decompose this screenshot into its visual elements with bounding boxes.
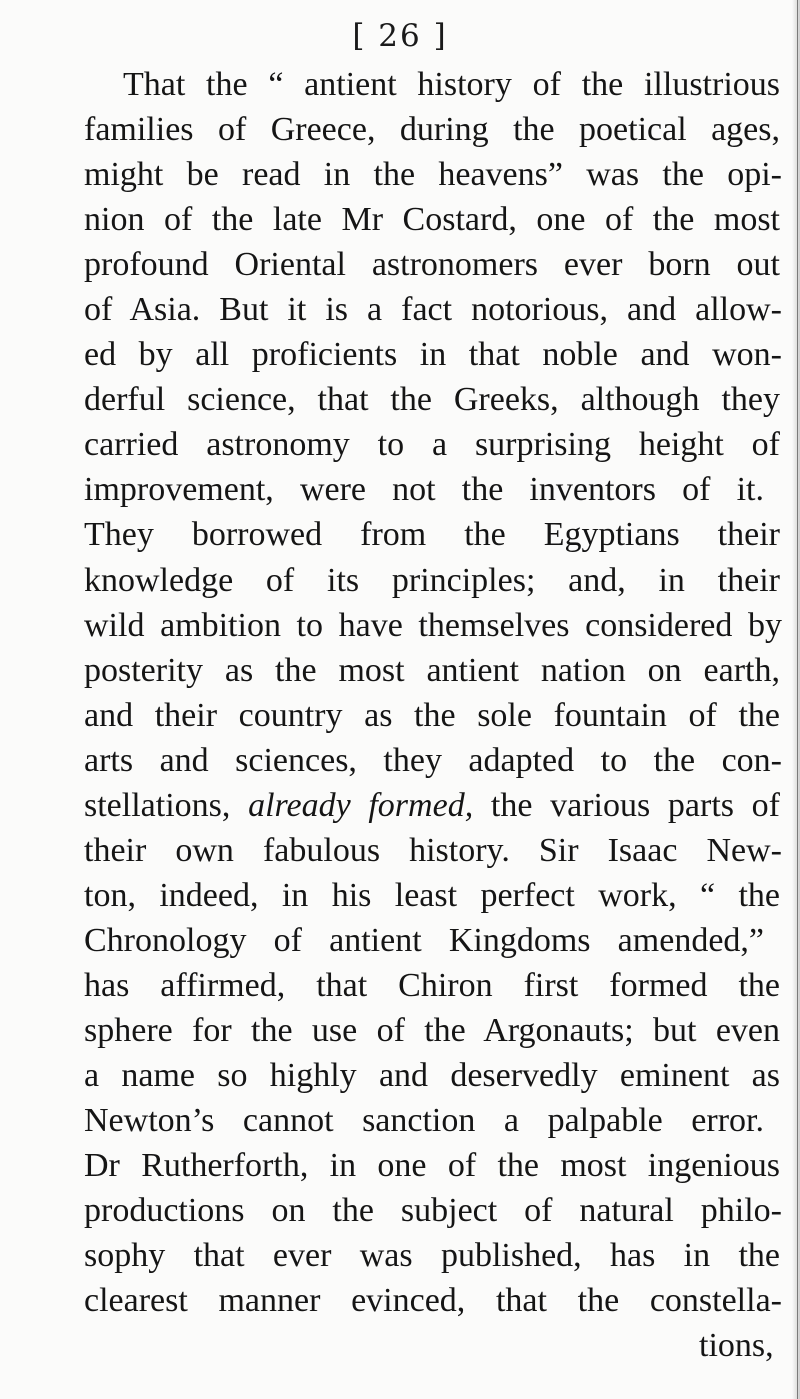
text-line — [0, 873, 800, 918]
line-text-part: stellations, — [84, 786, 249, 824]
text-line — [0, 332, 800, 377]
catchword: tions, — [699, 1327, 774, 1365]
line-text: has affirmed, that Chiron first formed the — [84, 966, 780, 1004]
line-text: That the “ antient history of the illustrious — [123, 66, 780, 103]
text-line — [0, 1098, 800, 1143]
text-line — [0, 783, 800, 828]
italic-phrase: already formed, — [248, 786, 474, 824]
text-line — [0, 467, 800, 512]
line-text: a name so highly and deservedly eminent as — [84, 1057, 780, 1095]
line-text: sophy that ever was published, has in the — [84, 1237, 780, 1275]
text-line — [0, 1233, 800, 1278]
line-text: They borrowed from the Egyptians their — [84, 516, 780, 554]
line-text-part: the various parts of — [473, 786, 781, 824]
line-text: might be read in the heavens” was the opi- — [84, 156, 782, 194]
text-line — [0, 1143, 800, 1188]
line-text: Dr Rutherforth, in one of the most ingenious — [84, 1147, 780, 1185]
text-line — [0, 963, 800, 1008]
text-line — [0, 1188, 800, 1233]
line-text: improvement, were not the inventors of it. — [84, 471, 764, 509]
line-text: Newton’s cannot sanction a palpable error. — [84, 1102, 764, 1140]
line-text: sphere for the use of the Argonauts; but even — [84, 1011, 780, 1049]
line-text-italic-phrase — [84, 783, 780, 828]
text-line — [0, 1323, 800, 1368]
text-line — [0, 1008, 800, 1053]
line-text: clearest manner evinced, that the constella- — [84, 1282, 782, 1320]
line-text: carried astronomy to a surprising height of — [84, 426, 780, 464]
line-text: wild ambition to have themselves considered by — [84, 606, 782, 644]
text-line — [0, 377, 800, 422]
body-text — [0, 62, 800, 1368]
line-text: productions on the subject of natural philo- — [84, 1192, 782, 1230]
text-line — [0, 422, 800, 467]
text-line — [0, 287, 800, 332]
text-line — [0, 197, 800, 242]
text-line — [0, 62, 800, 107]
line-text: derful science, that the Greeks, although they — [84, 381, 780, 419]
text-line — [0, 1053, 800, 1098]
line-text: of Asia. But it is a fact notorious, and allow- — [84, 291, 782, 329]
line-text: arts and sciences, they adapted to the con- — [84, 741, 782, 779]
text-line — [0, 1278, 800, 1323]
text-line — [0, 512, 800, 557]
line-text: ton, indeed, in his least perfect work, “ the — [84, 876, 780, 914]
line-text: ed by all proficients in that noble and won- — [84, 336, 782, 374]
line-text: posterity as the most antient nation on earth, — [84, 651, 780, 689]
text-line — [0, 107, 800, 152]
text-line — [0, 648, 800, 693]
line-text: families of Greece, during the poetical ages, — [84, 111, 780, 149]
line-text: nion of the late Mr Costard, one of the most — [84, 201, 780, 239]
text-line — [0, 738, 800, 783]
text-line — [0, 828, 800, 873]
text-line — [0, 918, 800, 963]
page-number: [ 26 ] — [352, 18, 448, 54]
line-text: knowledge of its principles; and, in their — [84, 561, 780, 599]
text-line — [0, 242, 800, 287]
text-line — [0, 558, 800, 603]
text-line — [0, 693, 800, 738]
line-text: and their country as the sole fountain of the — [84, 696, 780, 734]
line-text: their own fabulous history. Sir Isaac New- — [84, 831, 782, 869]
line-text: Chronology of antient Kingdoms amended,” — [84, 921, 764, 959]
text-line — [0, 152, 800, 197]
line-text: profound Oriental astronomers ever born out — [84, 246, 780, 284]
text-line — [0, 603, 800, 648]
